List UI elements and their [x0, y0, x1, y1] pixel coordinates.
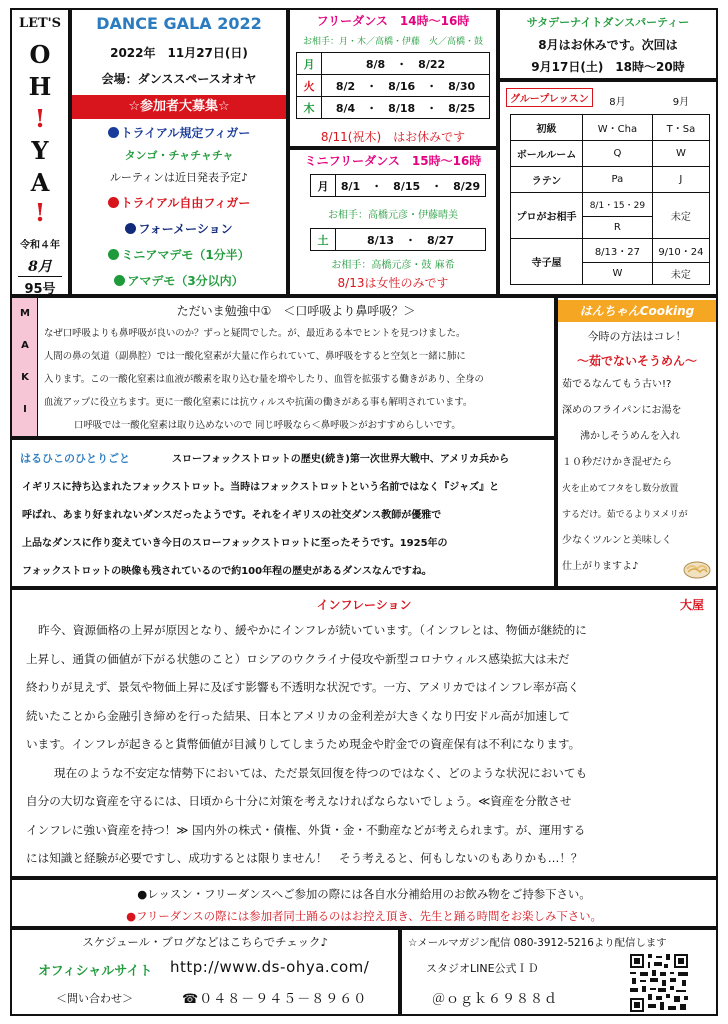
cooking-intro: 今時の方法はコレ！	[587, 330, 687, 343]
qr-code-icon[interactable]	[628, 952, 690, 1014]
official-site-label: オフィシャルサイト	[38, 964, 153, 979]
maki-side-label	[12, 298, 38, 436]
paragraph-line: います。インフレが起きると貨幣価値が目減りしてしまうため現金や貯金での資産保有は不利になります。	[26, 737, 581, 751]
table-row	[511, 238, 710, 262]
gala-events	[72, 120, 286, 294]
gala-event: アマデモ（3分以内）	[72, 268, 286, 294]
inflation-author: 大屋	[680, 598, 705, 612]
paragraph-line: 火を止めてフタをし数分放置	[562, 484, 679, 494]
line-id[interactable]: ＠ｏｇｋ６９８８ｄ	[432, 992, 559, 1007]
notices-panel	[10, 878, 718, 928]
free-dance-partners: お相手：月・木／高橋・伊藤 火／高橋・鼓	[302, 37, 483, 47]
table-row	[311, 229, 486, 251]
free-dance-title: フリーダンス 14時～16時	[316, 14, 470, 28]
mini-free-partners-2: お相手：高橋元彦・鼓 麻希	[331, 260, 455, 271]
paragraph-line: イギリスに持ち込まれたフォックストロット。当時はフォックストロットという名前ではなく『ジャズ』と	[22, 482, 500, 493]
masthead	[10, 8, 70, 296]
cell: T・Sa	[652, 114, 709, 140]
gala-event: トライアル自由フィガー	[72, 190, 286, 216]
free-dance-panel	[288, 8, 498, 148]
table-row	[311, 175, 486, 197]
masthead-lets: LET'S	[18, 16, 62, 31]
inflation-title: インフレーション	[316, 598, 412, 612]
dance-gala-panel	[70, 8, 288, 296]
table-row	[511, 140, 710, 166]
row-label: ボールルーム	[511, 140, 583, 166]
side-letter: M	[20, 308, 30, 319]
noodle-bowl-icon	[682, 552, 712, 582]
table-row	[511, 166, 710, 192]
mini-free-row-sat	[310, 228, 486, 251]
saturday-line1: 8月はお休みです。次回は	[538, 38, 678, 52]
contact-label: ＜問い合わせ＞	[56, 992, 133, 1005]
cell: R	[583, 216, 653, 238]
gala-date: 2022年 11月27日(日)	[110, 46, 248, 60]
paragraph-line: するだけ。茹でるよりヌメリが	[562, 510, 688, 520]
paragraph-line: 終わりが見えず、景気や物価上昇に及ぼす影響も不透明な状況です。一方、アメリカではインフレ率が高く	[26, 680, 580, 694]
paragraph-line: 人間の鼻の気道（副鼻腔）では一酸化窒素が大量に作られていて、鼻呼吸をすると空気と一緒に肺に	[44, 351, 466, 362]
bullet-icon	[108, 249, 119, 260]
gala-venue: 会場：ダンススペースオオヤ	[101, 72, 257, 86]
side-letter: I	[23, 404, 27, 415]
table-row	[297, 53, 490, 75]
dates-cell: 8/13 ・ 8/27	[336, 229, 486, 251]
bullet-icon	[108, 197, 119, 208]
paragraph-line: 上昇し、通貨の価値が下がる状態のこと）ロシアのウクライナ侵攻や新型コロナウィルス感染拡大は未だ	[26, 651, 570, 666]
paragraph-line: スローフォックストロットの歴史(続き)第一次世界大戦中、アメリカ兵から	[172, 454, 510, 465]
paragraph-line: 上品なダンスに作り変えていき今日のスローフォックストロットに至ったそうです。1925年の	[22, 538, 448, 549]
notice-drinks: ●レッスン・フリーダンスへご参加の際には各自水分補給用のお飲み物をご持参下さい。	[137, 887, 591, 901]
haruhiko-body	[22, 446, 552, 586]
group-lesson-table	[510, 88, 710, 285]
mini-free-panel	[288, 148, 498, 296]
table-header-row	[511, 88, 710, 114]
cell: 未定	[652, 192, 709, 238]
day-cell: 月	[297, 53, 322, 75]
row-label: 初級	[511, 114, 583, 140]
free-dance-schedule	[296, 52, 490, 119]
maki-title: ただいま勉強中① ＜口呼吸より鼻呼吸？＞	[176, 304, 416, 318]
masthead-exclaim: !	[34, 104, 46, 133]
cooking-title: はんちゃんCooking	[558, 300, 716, 322]
cell: W	[652, 140, 709, 166]
paragraph-line: 仕上がりますよ♪	[562, 561, 639, 572]
mini-free-title: ミニフリーダンス 15時～16時	[304, 154, 482, 168]
cell: 未定	[652, 262, 709, 284]
paragraph-line: 口呼吸では一酸化窒素は取り込めないので 同じ呼吸なら＜鼻呼吸＞がおすすめらしいです。	[74, 420, 461, 431]
saturday-party-panel	[498, 8, 718, 80]
issue-number: 95号	[24, 282, 56, 297]
column-header: 9月	[672, 97, 690, 109]
dates-cell: 8/1 ・ 8/15 ・ 8/29	[336, 175, 486, 197]
inflation-body	[26, 616, 710, 873]
cell: Pa	[583, 166, 653, 192]
paragraph-line: 昨今、資源価格の上昇が原因となり、緩やかにインフレが続いています。（インフレとは、物価が継続的に	[38, 623, 587, 637]
day-cell: 木	[297, 97, 322, 119]
gala-title: DANCE GALA 2022	[96, 14, 262, 33]
masthead-h: H	[28, 72, 52, 101]
row-label: ラテン	[511, 166, 583, 192]
mini-free-row-mon	[310, 174, 486, 197]
column-header: 8月	[583, 88, 653, 114]
table-row	[511, 192, 710, 216]
paragraph-line: 深めのフライパンにお湯を	[562, 405, 682, 416]
paragraph-line: １０秒だけかき混ぜたら	[562, 457, 672, 468]
maki-body	[44, 322, 552, 437]
issue-month: 8月	[28, 259, 52, 275]
paragraph-line: 入ります。この一酸化窒素は血液が酸素を取り込む量を増やしたり、血管を拡張する働きがあり、全身の	[44, 374, 484, 385]
masthead-y: Y	[31, 136, 49, 165]
masthead-o: O	[29, 40, 51, 69]
paragraph-line: なぜ口呼吸よりも鼻呼吸が良いのか？ずっと疑問でした。が、最近ある本でヒントを見つけました。	[44, 328, 466, 339]
mini-free-note: 8/13は女性のみです	[337, 276, 449, 290]
phone-number[interactable]: ☎０４８－９４５－８９６０	[182, 992, 368, 1007]
row-label: プロがお相手	[511, 192, 583, 238]
gala-event: トライアル規定フィガー	[72, 120, 286, 146]
bullet-icon	[108, 127, 119, 138]
cooking-column	[556, 296, 718, 588]
group-lesson-title: グループレッスン	[506, 88, 593, 107]
paragraph-line: 沸かしそうめんを入れ	[580, 431, 680, 442]
bullet-icon	[125, 223, 136, 234]
gala-event: フォーメーション	[72, 216, 286, 242]
table-row	[297, 75, 490, 97]
mini-free-partners-1: お相手：高橋元彦・伊藤晴美	[328, 210, 458, 221]
row-label: 寺子屋	[511, 238, 583, 284]
gala-event: ミニアマデモ（1分半）	[72, 242, 286, 268]
side-letter: A	[21, 340, 29, 351]
notice-free-dance: ●フリーダンスの際には参加者同士踊るのはお控え頂き、先生と踊る時間をお楽しみ下さい。	[126, 909, 602, 923]
footer-contact	[10, 928, 400, 1016]
cell: W・Cha	[583, 114, 653, 140]
side-letter: K	[21, 372, 29, 383]
paragraph-line: 続いたことから金融引き締めを行った結果、日本とアメリカの金利差が大きくなり円安ドル高が加速して	[26, 708, 571, 723]
mail-magazine-text: ☆メールマガジン配信 080-3912-5216より配信します	[408, 937, 667, 949]
cell: W	[583, 262, 653, 284]
divider	[18, 276, 62, 277]
cooking-subtitle: ～茹でないそうめん～	[576, 354, 697, 368]
cell: J	[652, 166, 709, 192]
cooking-body	[562, 372, 716, 580]
cell: 9/10・24	[652, 238, 709, 262]
paragraph-line: 血流アップに役立ちます。更に一酸化窒素には抗ウィルスや抗菌の働きがある事も解明されています。	[44, 397, 473, 408]
inflation-article	[10, 588, 718, 878]
cell: Q	[583, 140, 653, 166]
footer-check-text: スケジュール・ブログなどはこちらでチェック♪	[82, 935, 328, 949]
gala-event-detail: タンゴ・チャチャチャ	[124, 149, 234, 162]
footer-line	[400, 928, 718, 1016]
saturday-title: サタデーナイトダンスパーティー	[526, 16, 690, 29]
bullet-icon	[114, 275, 125, 286]
line-id-label: スタジオLINE公式ＩＤ	[426, 962, 539, 975]
paragraph-line: 呼ばれ、あまり好まれないダンスだったようです。それをイギリスの社交ダンス教師が優雅で	[22, 510, 442, 521]
day-cell: 火	[297, 75, 322, 97]
table-row	[297, 97, 490, 119]
paragraph-line: フォックストロットの映像も残されているので約100年程の歴史があるダンスなんですね。	[22, 566, 432, 577]
official-site-link[interactable]: http://www.ds-ohya.com/	[170, 958, 370, 976]
free-dance-note: 8/11(祝木) はお休みです	[320, 130, 466, 144]
haruhiko-column	[10, 438, 556, 588]
paragraph-line: には知識と経験が必要ですし、成功するとは限りません！ そう考えると、何もしないのもありかも…！？	[26, 851, 583, 865]
cell: 8/1・15・29	[583, 192, 653, 216]
dates-cell: 8/4 ・ 8/18 ・ 8/25	[322, 97, 490, 119]
era-label: 令和４年	[20, 240, 60, 251]
day-cell: 土	[311, 229, 336, 251]
paragraph-line: 茹でるなんてもう古い!?	[562, 379, 672, 390]
masthead-exclaim-2: !	[34, 198, 46, 227]
paragraph-line: 現在のような不安定な情勢下においては、ただ景気回復を待つのではなく、どのような状況においても	[54, 765, 588, 780]
paragraph-line: 自分の大切な資産を守るには、日頃から十分に対策を考えなければならないでしょう。≪資産を分散させ	[26, 794, 572, 808]
dates-cell: 8/2 ・ 8/16 ・ 8/30	[322, 75, 490, 97]
paragraph-line: インフレに強い資産を持つ！≫ 国内外の株式・債権、外貨・金・不動産などが考えられます。が、運用する	[26, 822, 586, 837]
paragraph-line: 少なくツルンと美味しく	[562, 535, 672, 546]
maki-column	[10, 296, 556, 438]
table-row	[511, 114, 710, 140]
saturday-line2: 9月17日(土) 18時～20時	[531, 60, 685, 74]
gala-event-note: ルーティンは近日発表予定♪	[109, 171, 249, 184]
day-cell: 月	[311, 175, 336, 197]
masthead-a: A	[30, 168, 50, 197]
group-lesson-panel	[498, 80, 718, 296]
cell: 8/13・27	[583, 238, 653, 262]
dates-cell: 8/8 ・ 8/22	[322, 53, 490, 75]
haruhiko-title: はるひこのひとりごと	[20, 452, 130, 465]
gala-recruit-banner: ☆参加者大募集☆	[72, 95, 286, 119]
